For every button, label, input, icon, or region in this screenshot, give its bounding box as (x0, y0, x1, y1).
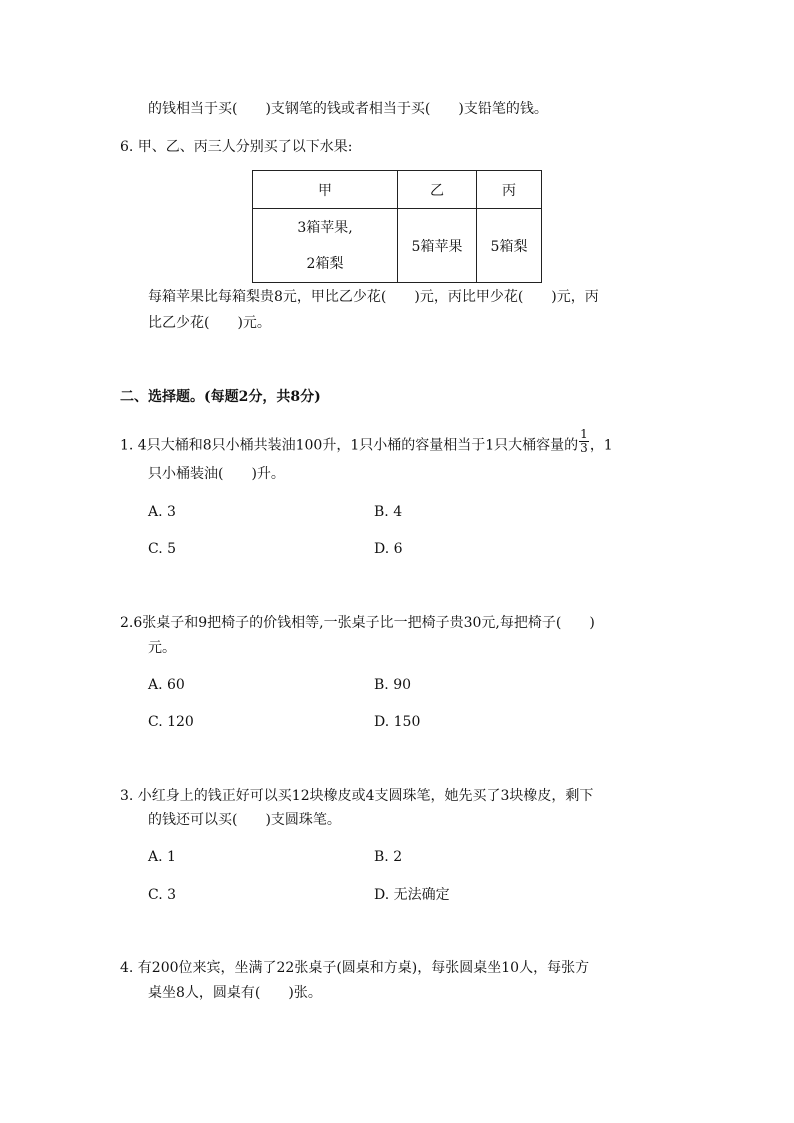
table-header-bing: 丙 (477, 171, 542, 209)
q1-line1-tail: ，1 (589, 437, 613, 454)
table-header-yi: 乙 (398, 171, 477, 209)
q2-line2: 元。 (148, 640, 176, 656)
table-cell-bing: 5箱梨 (477, 209, 542, 283)
table-cell-jia (253, 209, 398, 283)
table-cell-jia-line2: 2箱梨 (306, 255, 344, 272)
q2-option-c: C. 120 (148, 714, 194, 730)
table-header-jia: 甲 (253, 171, 398, 209)
q4-line2: 桌坐8人，圆桌有( )张。 (148, 985, 322, 1001)
fraction-one-third (579, 428, 589, 455)
q1-line1-text: 1. 4只大桶和8只小桶共装油100升，1只小桶的容量相当于1只大桶容量的 (120, 437, 579, 454)
q3-option-b: B. 2 (374, 849, 403, 865)
q1-line1 (120, 427, 613, 459)
q2-option-d: D. 150 (374, 714, 421, 730)
q6-text-line1: 每箱苹果比每箱梨贵8元，甲比乙少花( )元，丙比甲少花( )元，丙 (148, 289, 599, 305)
q1-option-a: A. 3 (148, 504, 176, 520)
q3-line1: 3. 小红身上的钱正好可以买12块橡皮或4支圆珠笔，她先买了3块橡皮，剩下 (120, 788, 594, 804)
q6-text-line2: 比乙少花( )元。 (148, 315, 271, 331)
q2-option-b: B. 90 (374, 677, 412, 693)
q3-option-a: A. 1 (148, 849, 176, 865)
q1-option-b: B. 4 (374, 504, 403, 520)
q3-option-d: D. 无法确定 (374, 887, 450, 903)
table-cell-jia-line1: 3箱苹果, (297, 219, 353, 236)
q6-title: 6. 甲、乙、丙三人分别买了以下水果: (120, 139, 353, 155)
section2-heading: 二、选择题。(每题2分，共8分) (120, 389, 321, 405)
q2-option-a: A. 60 (148, 677, 185, 693)
table-cell-yi: 5箱苹果 (398, 209, 477, 283)
q3-line2: 的钱还可以买( )支圆珠笔。 (148, 812, 341, 828)
q1-option-d: D. 6 (374, 541, 403, 557)
fraction-numerator: 1 (580, 427, 588, 441)
q2-line1: 2.6张桌子和9把椅子的价钱相等,一张桌子比一把椅子贵30元,每把椅子( ) (120, 615, 595, 631)
q4-line1: 4. 有200位来宾，坐满了22张桌子(圆桌和方桌)，每张圆桌坐10人，每张方 (120, 960, 590, 976)
q1-line2: 只小桶装油( )升。 (148, 466, 285, 482)
q1-option-c: C. 5 (148, 541, 177, 557)
q3-option-c: C. 3 (148, 887, 177, 903)
intro-line: 的钱相当于买( )支钢笔的钱或者相当于买( )支铅笔的钱。 (148, 101, 548, 117)
fraction-denominator: 3 (580, 441, 588, 455)
fruit-table (252, 170, 542, 283)
